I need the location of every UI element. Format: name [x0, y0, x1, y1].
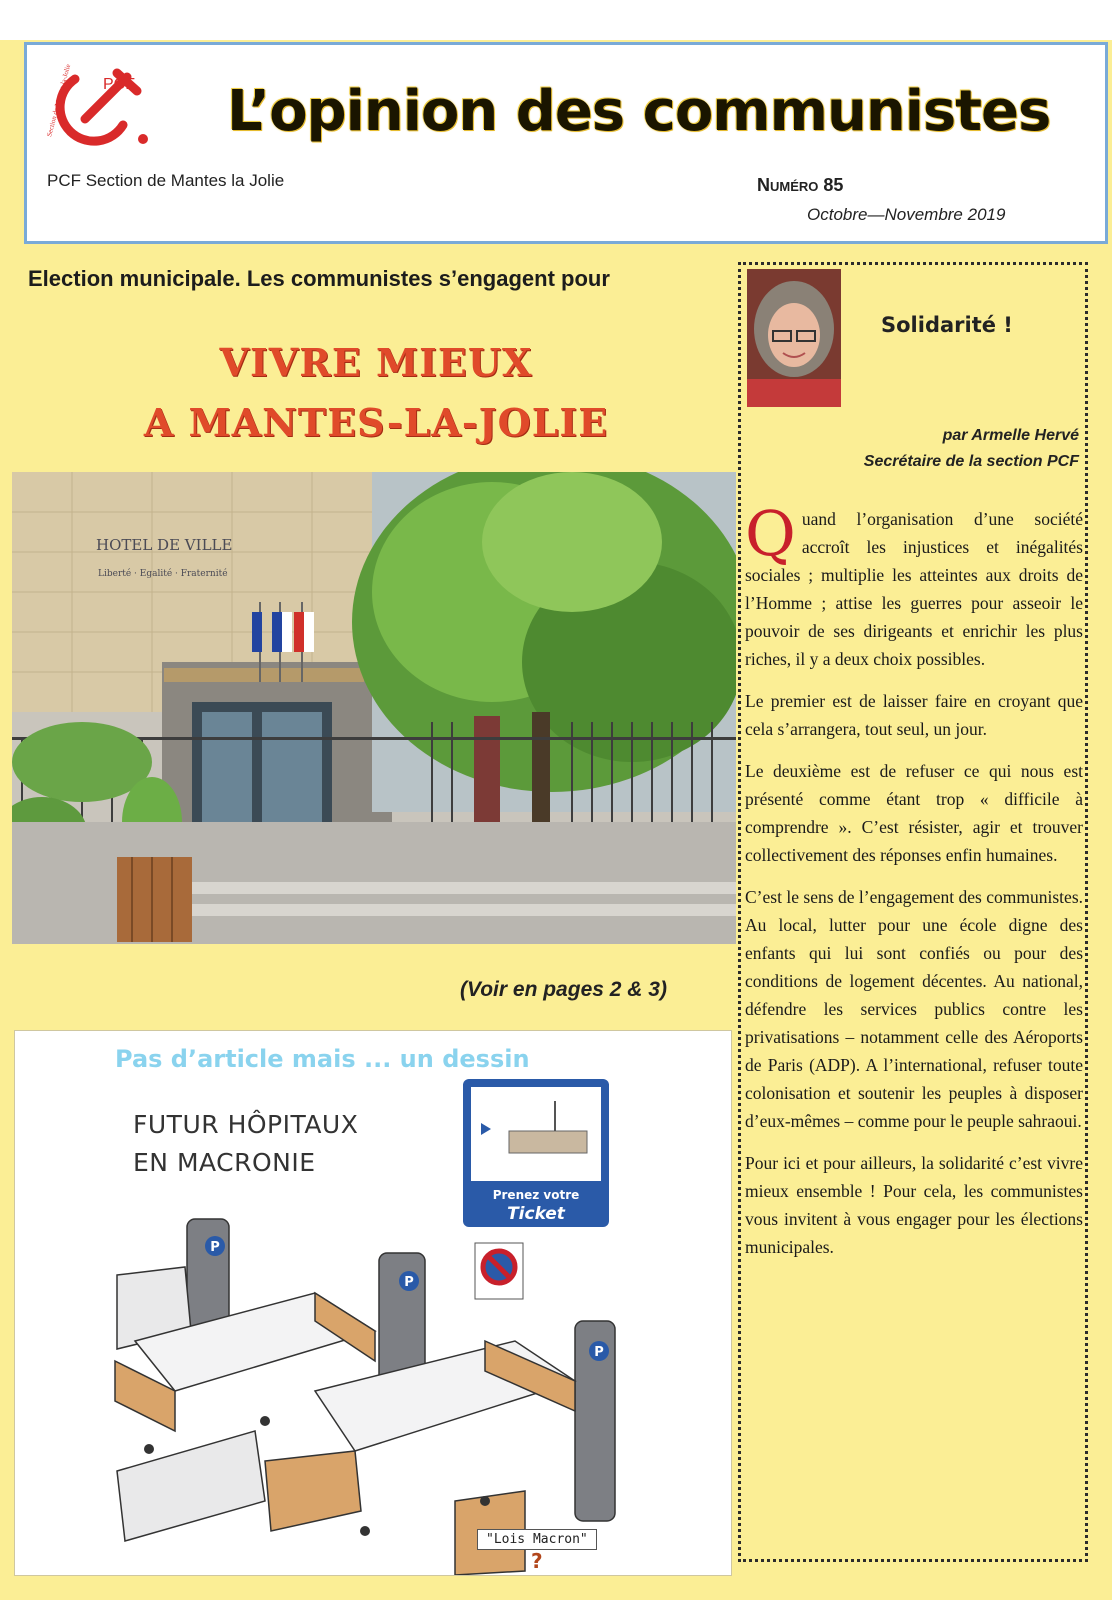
byline-author: par Armelle Hervé — [942, 427, 1079, 444]
editorial-byline — [864, 423, 1079, 475]
byline-role: Secrétaire de la section PCF — [863, 453, 1079, 470]
parking-icon-3: P — [594, 1345, 604, 1360]
newsletter-title: L’opinion des communistes — [227, 79, 1051, 144]
editorial-paragraph-1: Quand l’organisation d’une société accroît les injustices et inégalités sociales ; multiplie les atteintes aux droits de l’Homme ; attise les guerres pour asseoir le pouvoir de ses dirigeants et enrichir les plus riches, il y a deux choix possibles. — [745, 497, 1083, 669]
editorial-title: Solidarité ! — [881, 313, 1013, 337]
photo-sign-title: HOTEL DE VILLE — [96, 536, 233, 554]
ticket-sign-line-1: Prenez votre — [492, 1188, 580, 1202]
issue-date: Octobre—Novembre 2019 — [807, 205, 1006, 224]
top-margin — [0, 0, 1112, 40]
parking-icon-2: P — [404, 1275, 414, 1290]
lead-headline: Election municipale. Les communistes s’engagent pour — [28, 266, 610, 291]
section-name: PCF Section de Mantes la Jolie — [47, 171, 285, 190]
ticket-sign-line-2: Ticket — [507, 1204, 565, 1224]
cartoon-header: Pas d’article mais ... un dessin — [115, 1045, 530, 1073]
cartoon-caption-line-2: EN MACRONIE — [133, 1148, 316, 1177]
cartoon-caption-line-1: FUTUR HÔPITAUX — [133, 1110, 359, 1139]
see-pages-note: (Voir en pages 2 & 3) — [460, 978, 667, 1001]
parking-icon-1: P — [210, 1240, 220, 1255]
lois-macron-tag: "Lois Macron" — [477, 1529, 597, 1550]
lead-title-line-1: VIVRE MIEUX — [219, 340, 533, 385]
editorial-paragraph-3: Le deuxième est de refuser ce qui nous est présenté comme étant trop « difficile à comprendre ». C’est résister, agir et trouver collectivement des réponses enfin humaines. — [745, 761, 1083, 865]
logo-ring-text: Section de Mantes-la-Jolie — [45, 63, 73, 138]
editorial-box — [738, 262, 1088, 1562]
editorial-body — [745, 497, 1083, 1275]
cartoon-panel — [14, 1030, 732, 1576]
author-portrait — [747, 269, 841, 407]
lead-title-line-2: A MANTES-LA-JOLIE — [143, 400, 609, 445]
pcf-logo — [45, 59, 155, 159]
editorial-paragraph-2: Le premier est de laisser faire en croyant que cela s’arrangera, tout seul, un jour. — [745, 691, 1083, 739]
masthead — [24, 42, 1108, 244]
photo-sign-motto: Liberté · Egalité · Fraternité — [98, 569, 228, 579]
editorial-paragraph-5: Pour ici et pour ailleurs, la solidarité c’est vivre mieux ensemble ! Pour cela, les communistes vous invitent à vous engager pour les élections municipales. — [745, 1153, 1083, 1257]
editorial-paragraph-4: C’est le sens de l’engagement des communistes. Au local, lutter pour une école digne des enfants qui lui sont confiés ou pour des conditions de logement décentes. Au national, défendre les services publics contre les privatisations – notamment celle des Aéroports de Paris (ADP). A l’international, refuser toute colonisation et soutenir les peuples à disposer d’eux-mêmes – comme pour le peuple sahraoui. — [745, 887, 1083, 1131]
question-mark: ? — [531, 1549, 543, 1573]
issue-number: Numéro 85 — [757, 175, 844, 195]
logo-pcf-text: PCF — [103, 76, 135, 93]
town-hall-photo — [12, 472, 736, 944]
dropcap: Q — [745, 497, 796, 570]
cartoon-caption — [133, 1106, 433, 1182]
